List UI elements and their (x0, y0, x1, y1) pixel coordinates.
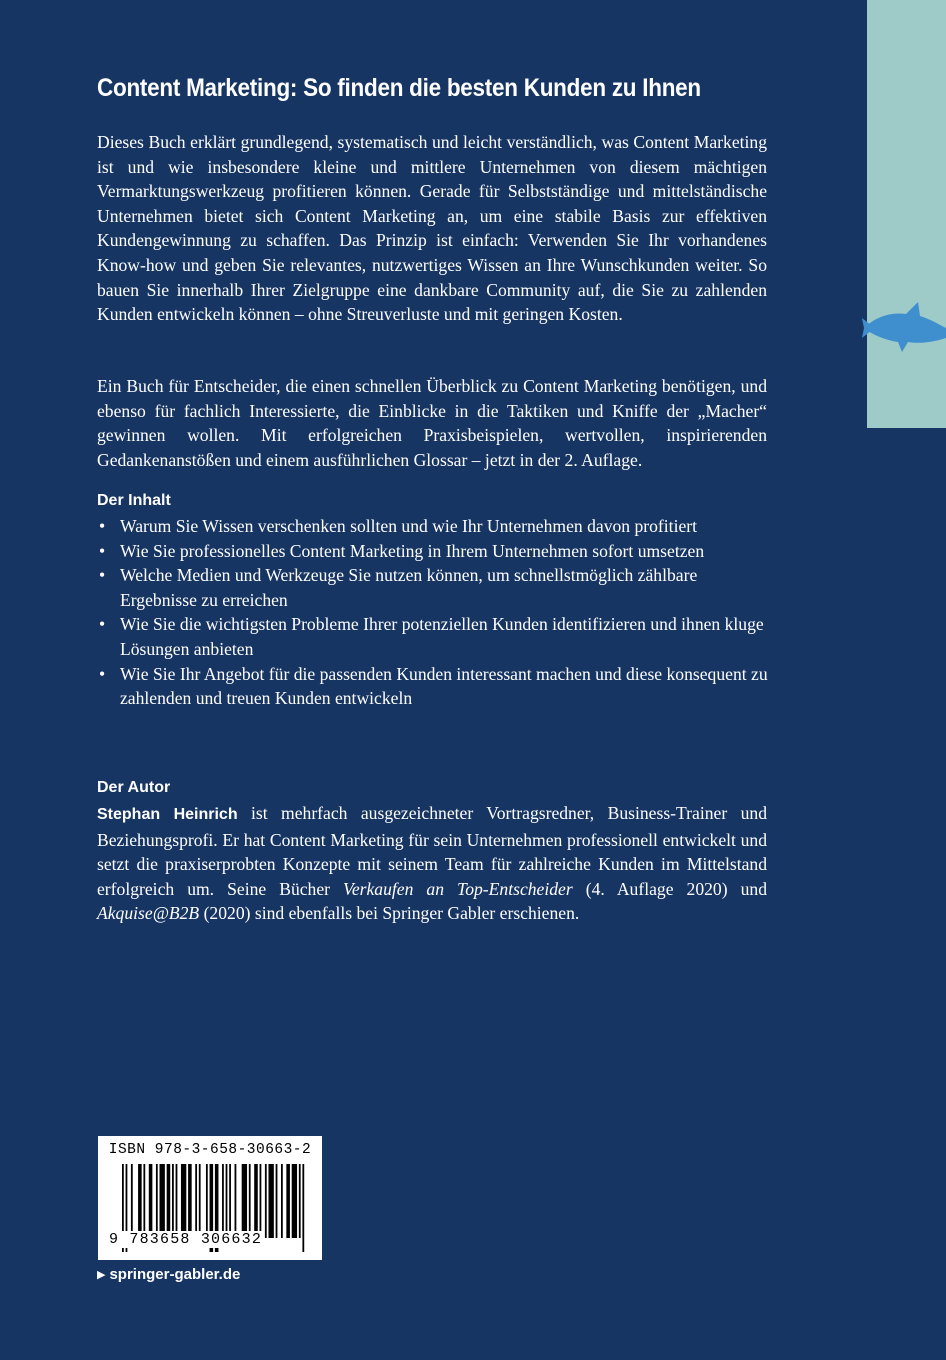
fish-icon (862, 298, 946, 360)
barcode-bar (195, 1164, 197, 1238)
list-item-text: Wie Sie professionelles Content Marketing in Ihrem Unternehmen sofort umsetzen (120, 540, 705, 561)
barcode-bar (235, 1164, 237, 1238)
barcode-bar (265, 1164, 267, 1238)
barcode-bar (281, 1164, 283, 1238)
publisher-url: springer-gabler.de (109, 1266, 241, 1283)
barcode-bar (176, 1164, 178, 1238)
barcode-bar (222, 1164, 224, 1238)
barcode-bar (242, 1164, 247, 1238)
list-item (97, 514, 777, 539)
author-name: Stephan Heinrich (97, 806, 238, 823)
barcode-bar (254, 1164, 258, 1238)
bullet-icon: • (99, 516, 106, 536)
contents-list (97, 514, 777, 711)
bullet-icon: • (99, 540, 106, 561)
barcode-bar (188, 1164, 192, 1238)
barcode-bar (260, 1164, 262, 1238)
list-item (97, 612, 777, 661)
barcode-bar (286, 1164, 290, 1238)
barcode-bar (138, 1164, 142, 1238)
author-text: ist mehrfach ausgezeichneter Vortragsredner, Business-Trainer und Beziehungsprofi. Er hat Content Marketing für sein Unternehmen professionell entwickelt und setzt die praxiserprobten Konzepte mit seinem Team für zahlreiche Kunden im Mittelstand erfolgreich um. Seine Bücher (97, 803, 767, 899)
barcode-bar (181, 1164, 186, 1238)
barcode-digits (108, 1231, 318, 1248)
page-title: Content Marketing: So finden die besten Kunden zu Ihnen (97, 74, 701, 102)
book-title: Akquise@B2B (97, 903, 200, 924)
barcode-bar (229, 1164, 231, 1238)
contents-heading: Der Inhalt (97, 492, 171, 509)
list-item-text: Wie Sie die wichtigsten Probleme Ihrer potenziellen Kunden identifizieren und ihnen kluge Lösungen anbieten (120, 614, 764, 659)
bullet-icon: • (99, 614, 106, 635)
barcode-bar (172, 1164, 174, 1238)
list-item-text: Warum Sie Wissen verschenken sollten und wie Ihr Unternehmen davon profitiert (120, 516, 698, 536)
bullet-icon: • (99, 663, 106, 684)
barcode-bar (276, 1164, 278, 1238)
barcode (98, 1136, 322, 1260)
isbn-label: ISBN 978-3-658-30663-2 (108, 1142, 312, 1158)
barcode-bar (249, 1164, 251, 1238)
barcode-bar (206, 1164, 208, 1238)
barcode-bar (149, 1164, 153, 1238)
author-text: (2020) sind ebenfalls bei Springer Gabler erschienen. (199, 903, 580, 924)
barcode-bar (226, 1164, 228, 1238)
barcode-bar (268, 1164, 273, 1238)
intro-paragraph: Dieses Buch erklärt grundlegend, systematisch und leicht verständlich, was Content Marketing ist und wie insbesondere kleine und mittlere Unternehmen von diesem mächtigen Vermarktungswerkzeug profitieren können. Gerade für Selbstständige und mittelständische Unternehmen bietet sich Content Marketing an, um eine stabile Basis zur effektiven Kundengewinnung zu schaffen. Das Prinzip ist einfach: Verwenden Sie Ihr vorhandenes Know-how und geben Sie relevantes, nutzwertiges Wissen an Ihre Wunschkunden weiter. So bauen Sie innerhalb Ihrer Zielgruppe eine dankbare Community auf, die Sie zu zahlenden Kunden entwickeln können – ohne Streuverluste und mit geringen Kosten. (97, 132, 767, 325)
barcode-bar (299, 1164, 301, 1238)
barcode-bar (160, 1164, 165, 1238)
barcode-bar (143, 1164, 145, 1238)
play-arrow-icon: ▶ (97, 1269, 106, 1281)
audience-paragraph: Ein Buch für Entscheider, die einen schnellen Überblick zu Content Marketing benötigen, und ebenso für fachlich Interessierte, die Einblicke in die Taktiken und Kniffe der „Macher“ gewinnen wollen. Mit erfolgreichen Praxisbeispielen, wertvollen, inspirierenden Gedankenanstößen und einem ausführlichen Glossar – jetzt in der 2. Auflage. (97, 376, 767, 470)
author-heading: Der Autor (97, 779, 171, 796)
barcode-bar (292, 1164, 297, 1238)
barcode-bar (167, 1164, 171, 1238)
list-item (97, 662, 777, 711)
side-color-panel (867, 0, 946, 428)
author-text: (4. Auflage 2020) und (572, 878, 767, 899)
list-item (97, 563, 777, 612)
list-item (97, 539, 777, 564)
list-item-text: Wie Sie Ihr Angebot für die passenden Kunden interessant machen und diese konsequent zu zahlenden und treuen Kunden entwickeln (120, 663, 768, 709)
publisher-link[interactable] (97, 1265, 240, 1285)
author-paragraph (97, 801, 767, 926)
barcode-digits-text: 9 783658 306632 (109, 1231, 263, 1248)
barcode-bar (199, 1164, 201, 1238)
barcode-bar (156, 1164, 158, 1238)
book-title: Verkaufen an Top-Entscheider (343, 878, 573, 899)
barcode-bar (131, 1164, 133, 1238)
bullet-icon: • (99, 565, 106, 586)
list-item-text: Welche Medien und Werkzeuge Sie nutzen können, um schnellstmöglich zählbare Ergebnisse zu erreichen (120, 565, 698, 610)
